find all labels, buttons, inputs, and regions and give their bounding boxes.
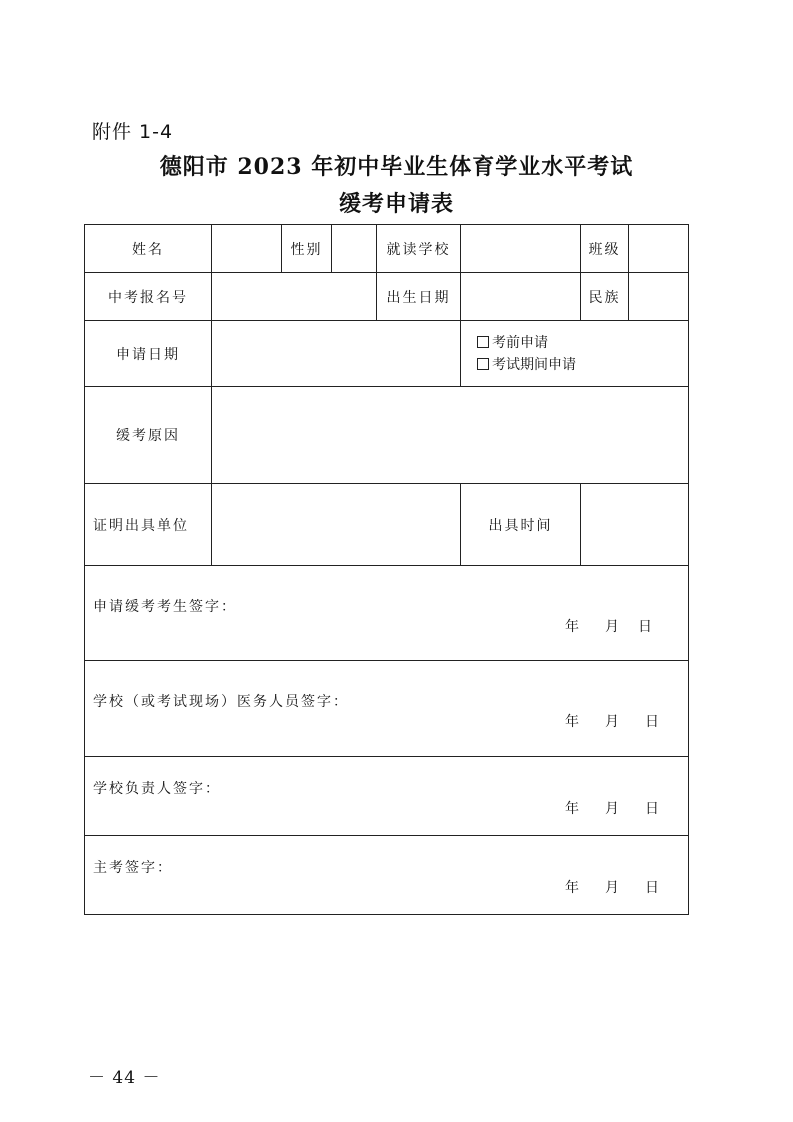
school-field[interactable] xyxy=(461,225,581,273)
exam-number-field[interactable] xyxy=(212,273,377,321)
gender-field[interactable] xyxy=(332,225,377,273)
class-label: 班级 xyxy=(581,225,629,273)
checkbox-icon[interactable] xyxy=(477,336,489,348)
ethnicity-label: 民族 xyxy=(581,273,629,321)
checkbox-icon[interactable] xyxy=(477,358,489,370)
reason-label: 缓考原因 xyxy=(85,387,212,484)
name-field[interactable] xyxy=(212,225,282,273)
name-label: 姓名 xyxy=(85,225,212,273)
exam-number-label: 中考报名号 xyxy=(85,273,212,321)
application-form-table xyxy=(84,224,689,915)
apply-type-options xyxy=(461,321,689,387)
gender-label: 性别 xyxy=(282,225,332,273)
attachment-label: 附件 1-4 xyxy=(92,121,174,143)
apply-date-label: 申请日期 xyxy=(85,321,212,387)
form-title-line2: 缓考申请表 xyxy=(338,191,454,217)
medical-staff-signature-label: 学校（或考试现场）医务人员签字： xyxy=(93,694,349,710)
reason-field[interactable] xyxy=(212,387,689,484)
school-head-signature-label: 学校负责人签字： xyxy=(93,781,221,797)
chief-examiner-signature-section[interactable]: 主考签字： 年 月 日 xyxy=(85,836,689,915)
cert-issuer-field[interactable] xyxy=(212,484,461,566)
issue-time-field[interactable] xyxy=(581,484,689,566)
chief-examiner-signature-label: 主考签字： xyxy=(93,860,173,876)
school-head-signature-section[interactable]: 学校负责人签字： 年 月 日 xyxy=(85,757,689,836)
birth-date-label: 出生日期 xyxy=(377,273,461,321)
class-field[interactable] xyxy=(629,225,689,273)
student-signature-label: 申请缓考考生签字： xyxy=(93,599,237,615)
birth-date-field[interactable] xyxy=(461,273,581,321)
form-title-line1: 德阳市 2023 年初中毕业生体育学业水平考试 xyxy=(159,154,634,180)
cert-issuer-label: 证明出具单位 xyxy=(85,484,212,566)
option-during-exam[interactable]: 考试期间申请 xyxy=(477,354,688,376)
ethnicity-field[interactable] xyxy=(629,273,689,321)
student-signature-section[interactable]: 申请缓考考生签字： 年 月 日 xyxy=(85,566,689,661)
page-number: － 44 － xyxy=(88,1068,161,1088)
school-label: 就读学校 xyxy=(377,225,461,273)
option-before-exam[interactable]: 考前申请 xyxy=(477,332,688,354)
apply-date-field[interactable] xyxy=(212,321,461,387)
medical-staff-signature-section[interactable]: 学校（或考试现场）医务人员签字： 年 月 日 xyxy=(85,661,689,757)
issue-time-label: 出具时间 xyxy=(461,484,581,566)
